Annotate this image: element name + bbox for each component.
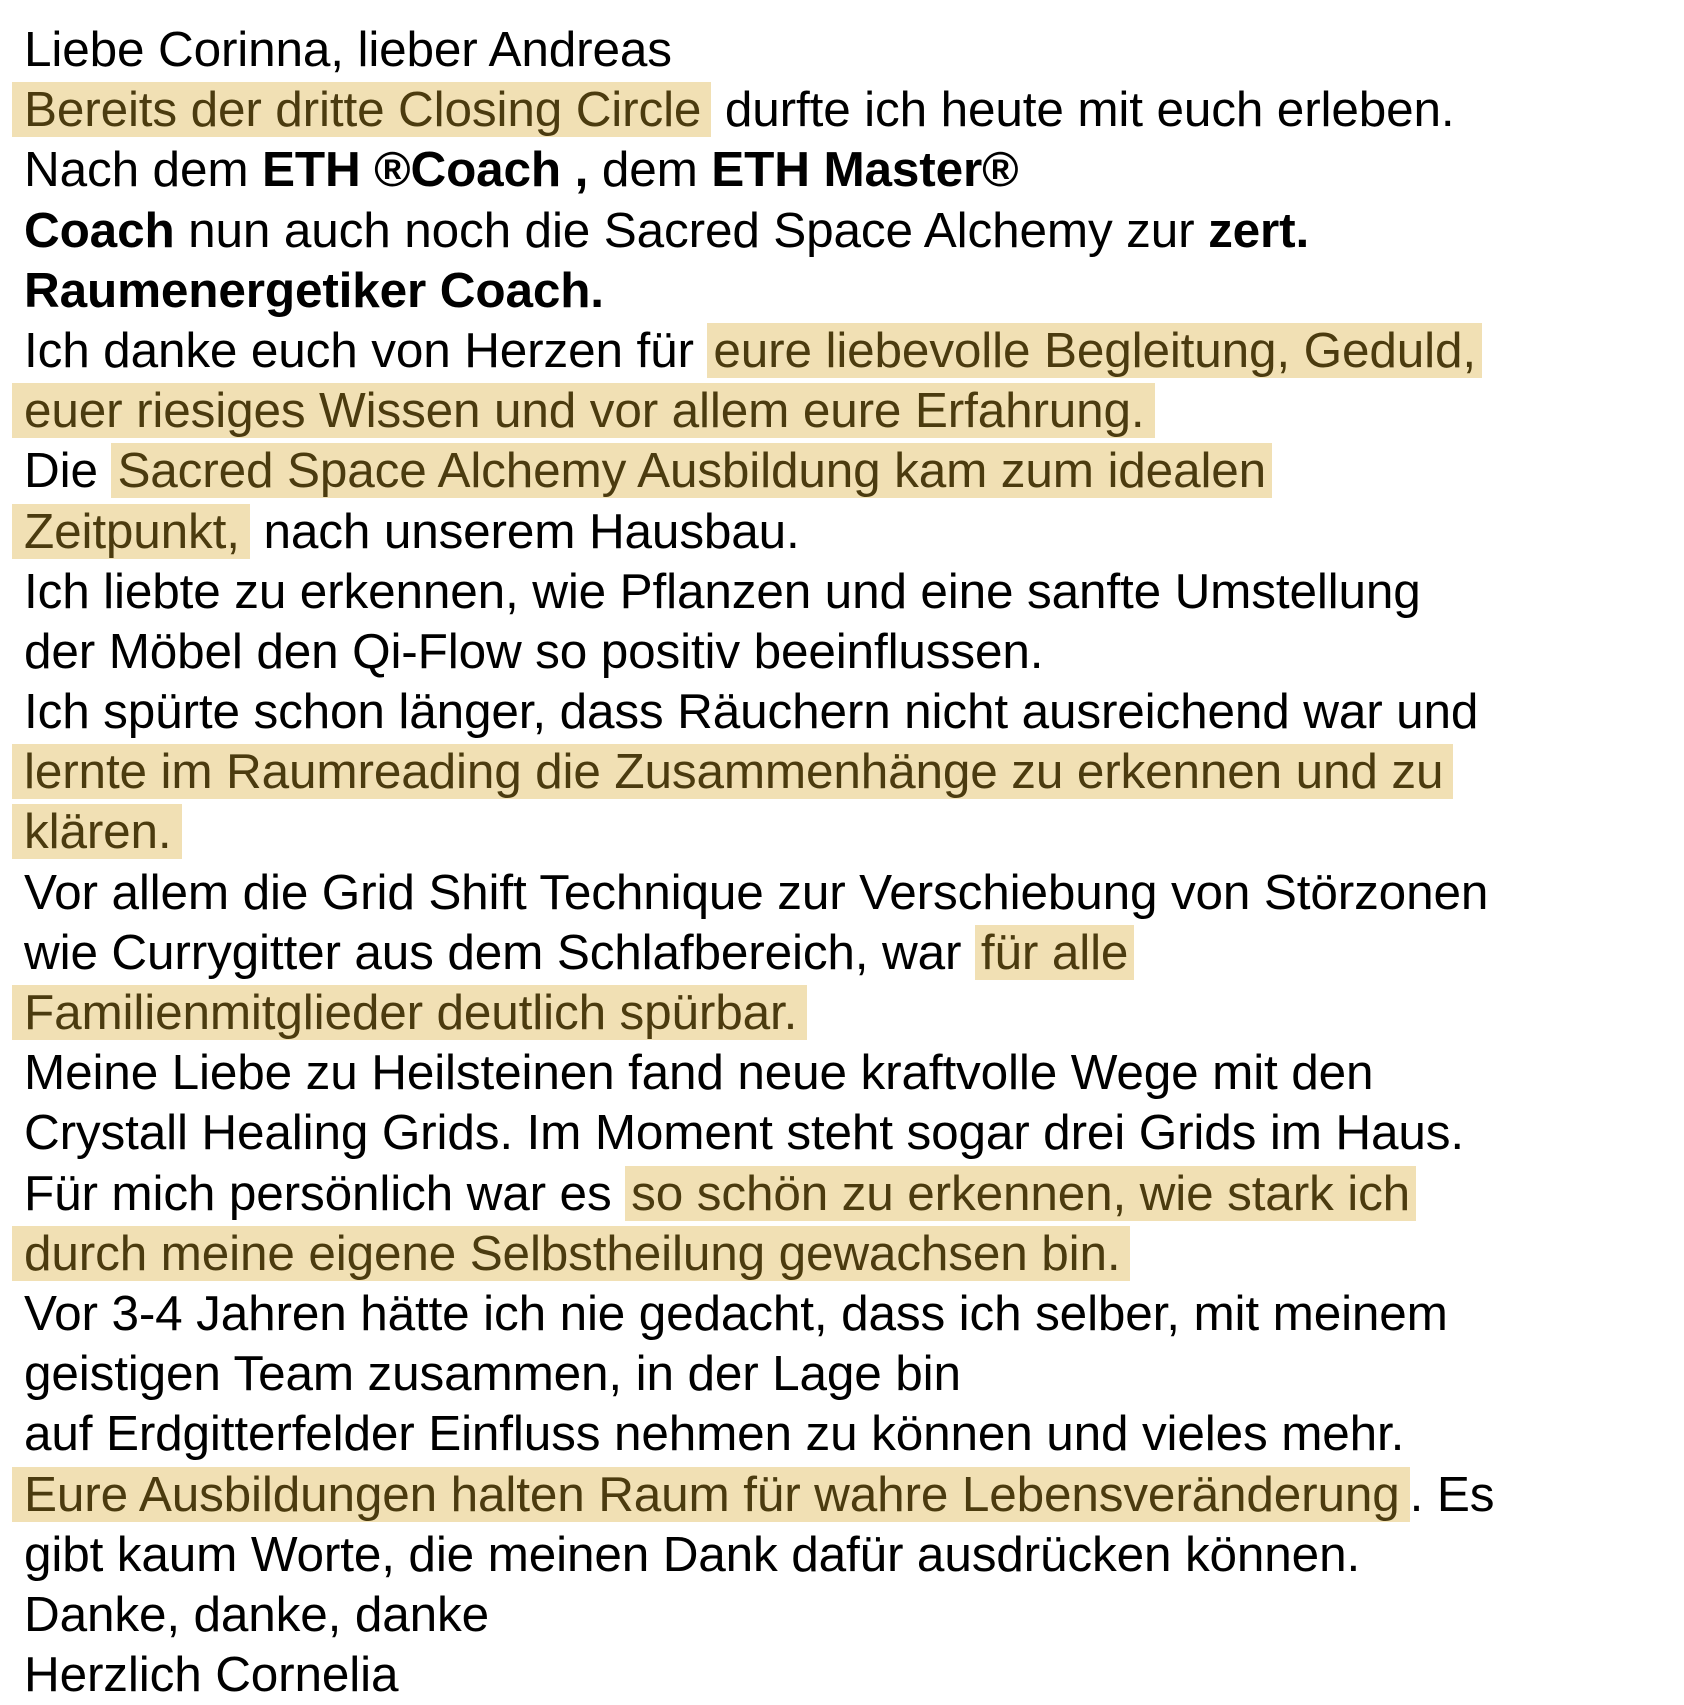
text-line: Bereits der dritte Closing Circle durfte ich heute mit euch erleben. bbox=[24, 80, 1672, 140]
highlighted-phrase: Sacred Space Alchemy Ausbildung kam zum idealen bbox=[111, 443, 1272, 498]
text-line: wie Currygitter aus dem Schlafbereich, war für alle bbox=[24, 923, 1672, 983]
text-line: Ich liebte zu erkennen, wie Pflanzen und eine sanfte Umstellung bbox=[24, 563, 1421, 619]
highlighted-phrase: eure liebevolle Begleitung, Geduld, bbox=[707, 323, 1482, 378]
highlighted-phrase: Eure Ausbildungen halten Raum für wahre Lebensveränderung bbox=[12, 1467, 1410, 1522]
highlighted-phrase: durch meine eigene Selbstheilung gewachsen bin. bbox=[12, 1226, 1130, 1281]
text-line: Coach nun auch noch die Sacred Space Alchemy zur zert. bbox=[24, 202, 1310, 258]
text-line: Eure Ausbildungen halten Raum für wahre Lebensveränderung . Es bbox=[24, 1465, 1672, 1525]
text-line bbox=[24, 983, 1672, 1043]
text-line: Ich danke euch von Herzen für eure liebevolle Begleitung, Geduld, bbox=[24, 321, 1672, 381]
text-line: Die Sacred Space Alchemy Ausbildung kam zum idealen bbox=[24, 441, 1672, 501]
bold-phrase: zert. bbox=[1208, 202, 1310, 258]
text-line: auf Erdgitterfelder Einfluss nehmen zu können und vieles mehr. bbox=[24, 1406, 1405, 1462]
highlighted-phrase: lernte im Raumreading die Zusammenhänge zu erkennen und zu bbox=[12, 744, 1453, 799]
closing-thanks: Danke, danke, danke bbox=[24, 1586, 489, 1642]
text-line: Ich spürte schon länger, dass Räuchern nicht ausreichend war und bbox=[24, 684, 1479, 740]
text-line: der Möbel den Qi-Flow so positiv beeinflussen. bbox=[24, 623, 1044, 679]
bold-phrase: ETH Master® bbox=[711, 142, 1019, 198]
text-line bbox=[24, 261, 1672, 321]
text-line: Crystall Healing Grids. Im Moment steht sogar drei Grids im Haus. bbox=[24, 1105, 1464, 1161]
highlighted-phrase: für alle bbox=[975, 925, 1134, 980]
text-line: Für mich persönlich war es so schön zu erkennen, wie stark ich bbox=[24, 1164, 1672, 1224]
highlighted-phrase: euer riesiges Wissen und vor allem eure Erfahrung. bbox=[12, 383, 1155, 438]
highlighted-phrase: so schön zu erkennen, wie stark ich bbox=[625, 1166, 1416, 1221]
text-line: geistigen Team zusammen, in der Lage bin bbox=[24, 1346, 961, 1402]
signature-line: Herzlich Cornelia bbox=[24, 1647, 399, 1703]
text-line: Vor allem die Grid Shift Technique zur Verschiebung von Störzonen bbox=[24, 864, 1489, 920]
bold-phrase: ETH ®Coach , bbox=[262, 142, 589, 198]
text-line bbox=[24, 802, 1672, 862]
highlighted-phrase: Zeitpunkt, bbox=[12, 504, 250, 559]
text-line bbox=[24, 381, 1672, 441]
highlighted-phrase: Familienmitglieder deutlich spürbar. bbox=[12, 985, 807, 1040]
highlighted-phrase: Bereits der dritte Closing Circle bbox=[12, 82, 711, 137]
text-line bbox=[24, 742, 1672, 802]
text-line bbox=[24, 1224, 1672, 1284]
bold-phrase: Raumenergetiker Coach. bbox=[24, 262, 604, 318]
text-line: Vor 3-4 Jahren hätte ich nie gedacht, dass ich selber, mit meinem bbox=[24, 1285, 1448, 1341]
text-line: Meine Liebe zu Heilsteinen fand neue kraftvolle Wege mit den bbox=[24, 1045, 1374, 1101]
text-line: Nach dem ETH ®Coach , dem ETH Master® bbox=[24, 142, 1019, 198]
bold-phrase: Coach bbox=[24, 202, 175, 258]
text-line: gibt kaum Worte, die meinen Dank dafür ausdrücken können. bbox=[24, 1526, 1361, 1582]
text-line: Zeitpunkt, nach unserem Hausbau. bbox=[24, 502, 1672, 562]
highlighted-phrase: klären. bbox=[12, 804, 182, 859]
greeting-line: Liebe Corinna, lieber Andreas bbox=[24, 22, 672, 77]
